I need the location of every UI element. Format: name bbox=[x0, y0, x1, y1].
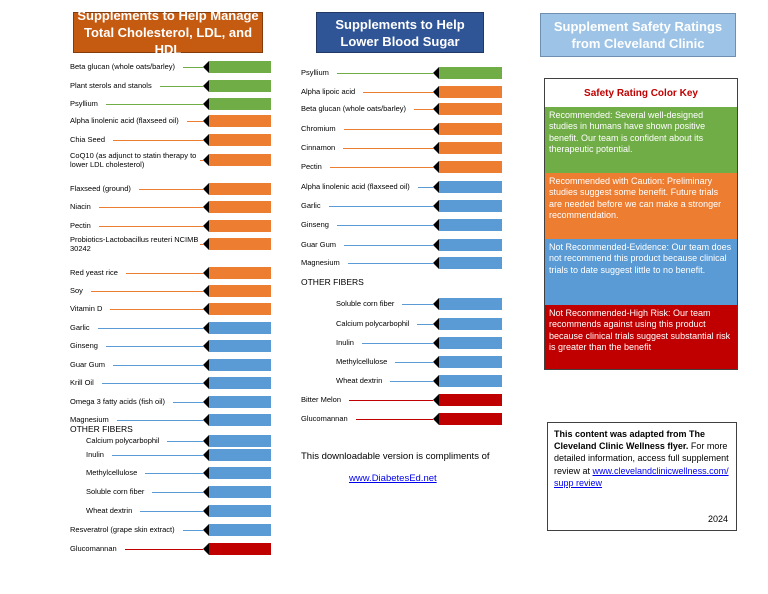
cholesterol-item-label: Ginseng bbox=[70, 341, 98, 350]
blood-sugar-rating-bar-orange bbox=[439, 86, 502, 98]
blood-sugar-connector-line bbox=[417, 324, 433, 325]
blood-sugar-rating-bar-green bbox=[439, 67, 502, 79]
cholesterol-rating-bar-orange bbox=[209, 183, 271, 195]
blood-sugar-connector-line bbox=[349, 400, 433, 401]
cholesterol-item-label: CoQ10 (as adjunct to statin therapy to lower LDL cholesterol) bbox=[70, 151, 197, 169]
blood-sugar-rating-bar-blue bbox=[439, 257, 502, 269]
blood-sugar-rating-bar-blue bbox=[439, 219, 502, 231]
cholesterol-connector-line bbox=[106, 346, 203, 347]
cholesterol-rating-bar-blue bbox=[209, 505, 271, 517]
cholesterol-item-label: Probiotics-Lactobacillus reuteri NCIMB 30242 bbox=[70, 235, 199, 253]
cleveland-clinic-link[interactable]: www.clevelandclinicwellness.com/supp review bbox=[554, 465, 729, 488]
cholesterol-item-label: Psyllium bbox=[70, 99, 98, 108]
blood-sugar-connector-line bbox=[344, 129, 433, 130]
cholesterol-rating-bar-blue bbox=[209, 435, 271, 447]
blood-sugar-item-label: Wheat dextrin bbox=[336, 376, 383, 385]
cholesterol-rating-bar-orange bbox=[209, 303, 271, 315]
cholesterol-item-label: Calcium polycarbophil bbox=[86, 436, 160, 445]
cholesterol-connector-line bbox=[106, 104, 203, 105]
cholesterol-rating-bar-green bbox=[209, 98, 271, 110]
cholesterol-connector-line bbox=[112, 455, 203, 456]
blood-sugar-item-label: Glucomannan bbox=[301, 414, 348, 423]
key-recommended: Recommended: Several well-designed studies in humans have shown positive benefit. Our team is confident about its therapeutic potential. bbox=[545, 107, 737, 173]
blood-sugar-rating-bar-blue bbox=[439, 318, 502, 330]
download-credit-text: This downloadable version is compliments of bbox=[301, 451, 490, 462]
cholesterol-item-label: Vitamin D bbox=[70, 304, 103, 313]
cholesterol-rating-bar-orange bbox=[209, 201, 271, 213]
source-credit-box bbox=[547, 422, 737, 531]
blood-sugar-connector-line bbox=[402, 304, 433, 305]
blood-sugar-item-label: Calcium polycarbophil bbox=[336, 319, 410, 328]
key-not-recommended-high-risk: Not Recommended-High Risk: Our team recommends against using this product because clinical trials suggest substantial risk is greater than the benefit bbox=[545, 305, 737, 369]
cholesterol-connector-line bbox=[183, 67, 203, 68]
cholesterol-connector-line bbox=[113, 140, 203, 141]
cholesterol-rating-bar-orange bbox=[209, 115, 271, 127]
cholesterol-rating-bar-blue bbox=[209, 524, 271, 536]
cholesterol-rating-bar-blue bbox=[209, 359, 271, 371]
cholesterol-item-label: Methylcellulose bbox=[86, 468, 138, 477]
blood-sugar-rating-bar-blue bbox=[439, 200, 502, 212]
cholesterol-rating-bar-green bbox=[209, 80, 271, 92]
cholesterol-item-label: Inulin bbox=[86, 450, 104, 459]
blood-sugar-rating-bar-red bbox=[439, 413, 502, 425]
key-recommended-with-caution: Recommended with Caution: Preliminary studies suggest some benefit. Future trials are needed before we can make a stronger recommendation. bbox=[545, 173, 737, 239]
blood-sugar-rating-bar-blue bbox=[439, 298, 502, 310]
cholesterol-connector-line bbox=[113, 365, 203, 366]
cholesterol-rating-bar-orange bbox=[209, 285, 271, 297]
blood-sugar-item-label: Alpha linolenic acid (flaxseed oil) bbox=[301, 182, 410, 191]
color-key-title: Safety Rating Color Key bbox=[584, 87, 698, 99]
blood-sugar-connector-line bbox=[362, 343, 433, 344]
credit-bold-text: This content was adapted from The Cleveland Clinic Wellness flyer. bbox=[554, 429, 706, 452]
cholesterol-item-label: Pectin bbox=[70, 221, 91, 230]
credit-year: 2024 bbox=[707, 513, 728, 524]
cholesterol-connector-line bbox=[117, 420, 203, 421]
blood-sugar-item-label: Bitter Melon bbox=[301, 395, 342, 404]
cholesterol-rating-bar-orange bbox=[209, 154, 271, 166]
cholesterol-item-label: Garlic bbox=[70, 323, 90, 332]
blood-sugar-connector-line bbox=[337, 73, 433, 74]
blood-sugar-item-label: Magnesium bbox=[301, 258, 340, 267]
cholesterol-connector-line bbox=[126, 273, 203, 274]
blood-sugar-rating-bar-blue bbox=[439, 375, 502, 387]
cholesterol-item-label: Beta glucan (whole oats/barley) bbox=[70, 62, 176, 71]
safety-ratings-title: Supplement Safety Ratings from Cleveland Clinic bbox=[540, 13, 736, 57]
cholesterol-item-label: Soluble corn fiber bbox=[86, 487, 145, 496]
cholesterol-item-label: Resveratrol (grape skin extract) bbox=[70, 525, 175, 534]
cholesterol-rating-bar-blue bbox=[209, 486, 271, 498]
cholesterol-item-label: Soy bbox=[70, 286, 83, 295]
cholesterol-connector-line bbox=[91, 291, 203, 292]
cholesterol-item-label: Flaxseed (ground) bbox=[70, 184, 131, 193]
cholesterol-connector-line bbox=[99, 226, 203, 227]
blood-sugar-item-label: Pectin bbox=[301, 162, 322, 171]
blood-sugar-connector-line bbox=[330, 167, 433, 168]
cholesterol-connector-line bbox=[187, 121, 203, 122]
cholesterol-connector-line bbox=[110, 309, 203, 310]
diabetesed-link[interactable]: www.DiabetesEd.net bbox=[349, 473, 437, 484]
blood-sugar-connector-line bbox=[337, 225, 433, 226]
cholesterol-connector-line bbox=[152, 492, 203, 493]
cholesterol-connector-line bbox=[140, 511, 203, 512]
cholesterol-other-fibers-heading: OTHER FIBERS bbox=[70, 424, 133, 434]
cholesterol-item-label: Niacin bbox=[70, 202, 91, 211]
blood-sugar-item-label: Ginseng bbox=[301, 220, 329, 229]
blood-sugar-title: Supplements to Help Lower Blood Sugar bbox=[316, 12, 484, 53]
cholesterol-item-label: Glucomannan bbox=[70, 544, 117, 553]
blood-sugar-item-label: Soluble corn fiber bbox=[336, 299, 395, 308]
credit-text: For more detailed information, access full supplement review at bbox=[554, 441, 729, 476]
cholesterol-connector-line bbox=[183, 530, 203, 531]
cholesterol-item-label: Magnesium bbox=[70, 415, 109, 424]
blood-sugar-item-label: Inulin bbox=[336, 338, 354, 347]
blood-sugar-rating-bar-blue bbox=[439, 181, 502, 193]
blood-sugar-rating-bar-orange bbox=[439, 161, 502, 173]
cholesterol-item-label: Guar Gum bbox=[70, 360, 106, 369]
blood-sugar-rating-bar-blue bbox=[439, 239, 502, 251]
cholesterol-item-label: Wheat dextrin bbox=[86, 506, 133, 515]
cholesterol-rating-bar-blue bbox=[209, 340, 271, 352]
blood-sugar-rating-bar-orange bbox=[439, 142, 502, 154]
blood-sugar-connector-line bbox=[414, 109, 433, 110]
cholesterol-item-label: Alpha linolenic acid (flaxseed oil) bbox=[70, 116, 179, 125]
cholesterol-connector-line bbox=[99, 207, 203, 208]
blood-sugar-rating-bar-blue bbox=[439, 337, 502, 349]
cholesterol-title: Supplements to Help Manage Total Cholesterol, LDL, and HDL bbox=[73, 12, 263, 53]
blood-sugar-connector-line bbox=[418, 187, 433, 188]
cholesterol-rating-bar-orange bbox=[209, 238, 271, 250]
cholesterol-item-label: Krill Oil bbox=[70, 378, 94, 387]
cholesterol-rating-bar-green bbox=[209, 61, 271, 73]
cholesterol-rating-bar-blue bbox=[209, 449, 271, 461]
cholesterol-item-label: Omega 3 fatty acids (fish oil) bbox=[70, 397, 166, 406]
cholesterol-connector-line bbox=[98, 328, 203, 329]
blood-sugar-item-label: Cinnamon bbox=[301, 143, 336, 152]
blood-sugar-item-label: Beta glucan (whole oats/barley) bbox=[301, 104, 407, 113]
blood-sugar-item-label: Psyllium bbox=[301, 68, 329, 77]
blood-sugar-rating-bar-orange bbox=[439, 103, 502, 115]
cholesterol-rating-bar-blue bbox=[209, 414, 271, 426]
cholesterol-connector-line bbox=[167, 441, 203, 442]
cholesterol-connector-line bbox=[102, 383, 203, 384]
cholesterol-connector-line bbox=[173, 402, 203, 403]
cholesterol-connector-line bbox=[125, 549, 203, 550]
cholesterol-item-label: Plant sterols and stanols bbox=[70, 81, 152, 90]
cholesterol-rating-bar-blue bbox=[209, 322, 271, 334]
blood-sugar-connector-line bbox=[343, 148, 433, 149]
blood-sugar-connector-line bbox=[390, 381, 433, 382]
blood-sugar-connector-line bbox=[363, 92, 433, 93]
cholesterol-rating-bar-orange bbox=[209, 267, 271, 279]
blood-sugar-rating-bar-orange bbox=[439, 123, 502, 135]
cholesterol-rating-bar-orange bbox=[209, 134, 271, 146]
cholesterol-item-label: Red yeast rice bbox=[70, 268, 118, 277]
blood-sugar-other-fibers-heading: OTHER FIBERS bbox=[301, 277, 364, 287]
blood-sugar-item-label: Guar Gum bbox=[301, 240, 337, 249]
cholesterol-connector-line bbox=[145, 473, 203, 474]
cholesterol-item-label: Chia Seed bbox=[70, 135, 106, 144]
blood-sugar-connector-line bbox=[356, 419, 433, 420]
cholesterol-rating-bar-blue bbox=[209, 377, 271, 389]
blood-sugar-rating-bar-blue bbox=[439, 356, 502, 368]
cholesterol-rating-bar-red bbox=[209, 543, 271, 555]
cholesterol-connector-line bbox=[160, 86, 203, 87]
blood-sugar-connector-line bbox=[329, 206, 433, 207]
safety-rating-color-key bbox=[544, 78, 738, 370]
blood-sugar-item-label: Alpha lipoic acid bbox=[301, 87, 356, 96]
blood-sugar-item-label: Garlic bbox=[301, 201, 321, 210]
blood-sugar-rating-bar-red bbox=[439, 394, 502, 406]
cholesterol-rating-bar-blue bbox=[209, 467, 271, 479]
blood-sugar-item-label: Methylcellulose bbox=[336, 357, 388, 366]
cholesterol-rating-bar-orange bbox=[209, 220, 271, 232]
blood-sugar-connector-line bbox=[395, 362, 433, 363]
blood-sugar-connector-line bbox=[344, 245, 433, 246]
key-not-recommended-evidence: Not Recommended-Evidence: Our team does not recommend this product because clinical trials to date suggest little to no benefit. bbox=[545, 239, 737, 305]
blood-sugar-item-label: Chromium bbox=[301, 124, 336, 133]
cholesterol-rating-bar-blue bbox=[209, 396, 271, 408]
blood-sugar-connector-line bbox=[348, 263, 433, 264]
cholesterol-connector-line bbox=[139, 189, 203, 190]
